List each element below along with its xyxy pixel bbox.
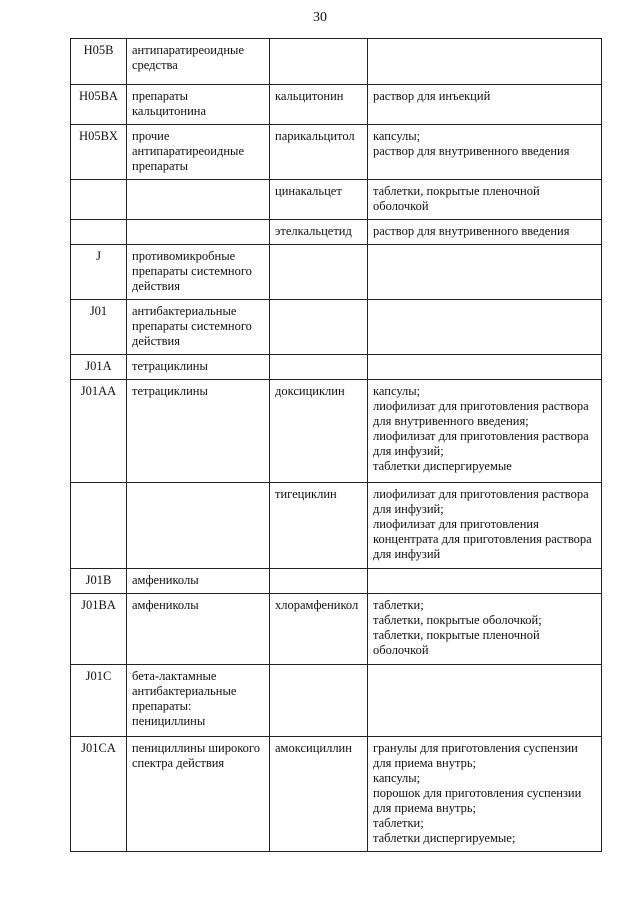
inn-cell: тигециклин: [270, 483, 368, 569]
inn-cell: парикальцитол: [270, 125, 368, 180]
inn-cell: хлорамфеникол: [270, 594, 368, 665]
group-name-cell: антипаратиреоидные средства: [127, 39, 270, 85]
group-name-cell: тетрациклины: [127, 380, 270, 483]
inn-cell: доксициклин: [270, 380, 368, 483]
group-name-cell: бета-лактамные антибактериальные препараты: пенициллины: [127, 665, 270, 737]
atc-code-cell: [71, 180, 127, 220]
table-row: [71, 737, 602, 852]
page-number: 30: [313, 10, 327, 25]
atc-code-cell: J01C: [71, 665, 127, 737]
atc-code-cell: J01CA: [71, 737, 127, 852]
inn-cell: этелкальцетид: [270, 220, 368, 245]
inn-cell: амоксициллин: [270, 737, 368, 852]
dosage-form-cell: капсулы; лиофилизат для приготовления раствора для внутривенного введения; лиофилизат для приготовления раствора для инфузий; таблетки диспергируемые: [368, 380, 602, 483]
table-row: [71, 380, 602, 483]
table-row: [71, 245, 602, 300]
group-name-cell: амфениколы: [127, 594, 270, 665]
table-row: [71, 665, 602, 737]
table-row: [71, 220, 602, 245]
atc-code-cell: [71, 483, 127, 569]
table-row: [71, 569, 602, 594]
inn-cell: [270, 39, 368, 85]
group-name-cell: [127, 180, 270, 220]
dosage-form-cell: [368, 300, 602, 355]
table-row: [71, 483, 602, 569]
dosage-form-cell: [368, 39, 602, 85]
group-name-cell: [127, 220, 270, 245]
dosage-form-cell: раствор для внутривенного введения: [368, 220, 602, 245]
dosage-form-cell: лиофилизат для приготовления раствора для инфузий; лиофилизат для приготовления концентрата для приготовления раствора для инфузий: [368, 483, 602, 569]
group-name-cell: амфениколы: [127, 569, 270, 594]
dosage-form-cell: таблетки, покрытые пленочной оболочкой: [368, 180, 602, 220]
drug-table: [70, 38, 602, 852]
inn-cell: [270, 355, 368, 380]
atc-code-cell: J01B: [71, 569, 127, 594]
atc-code-cell: H05BA: [71, 85, 127, 125]
table-row: [71, 180, 602, 220]
atc-code-cell: H05B: [71, 39, 127, 85]
group-name-cell: пенициллины широкого спектра действия: [127, 737, 270, 852]
group-name-cell: противомикробные препараты системного действия: [127, 245, 270, 300]
group-name-cell: препараты кальцитонина: [127, 85, 270, 125]
inn-cell: [270, 569, 368, 594]
inn-cell: [270, 300, 368, 355]
inn-cell: [270, 245, 368, 300]
table-row: [71, 300, 602, 355]
inn-cell: кальцитонин: [270, 85, 368, 125]
inn-cell: цинакальцет: [270, 180, 368, 220]
atc-code-cell: J01A: [71, 355, 127, 380]
table-row: [71, 39, 602, 85]
atc-code-cell: H05BX: [71, 125, 127, 180]
atc-code-cell: J: [71, 245, 127, 300]
table-row: [71, 594, 602, 665]
dosage-form-cell: [368, 245, 602, 300]
atc-code-cell: J01AA: [71, 380, 127, 483]
atc-code-cell: [71, 220, 127, 245]
dosage-form-cell: [368, 665, 602, 737]
group-name-cell: тетрациклины: [127, 355, 270, 380]
dosage-form-cell: раствор для инъекций: [368, 85, 602, 125]
group-name-cell: прочие антипаратиреоидные препараты: [127, 125, 270, 180]
dosage-form-cell: гранулы для приготовления суспензии для приема внутрь; капсулы; порошок для приготовления суспензии для приема внутрь; таблетки; таблетки диспергируемые;: [368, 737, 602, 852]
group-name-cell: [127, 483, 270, 569]
atc-code-cell: J01BA: [71, 594, 127, 665]
dosage-form-cell: [368, 355, 602, 380]
table-row: [71, 125, 602, 180]
dosage-form-cell: [368, 569, 602, 594]
dosage-form-cell: капсулы; раствор для внутривенного введения: [368, 125, 602, 180]
atc-code-cell: J01: [71, 300, 127, 355]
group-name-cell: антибактериальные препараты системного действия: [127, 300, 270, 355]
inn-cell: [270, 665, 368, 737]
table-row: [71, 85, 602, 125]
table-row: [71, 355, 602, 380]
dosage-form-cell: таблетки; таблетки, покрытые оболочкой; таблетки, покрытые пленочной оболочкой: [368, 594, 602, 665]
